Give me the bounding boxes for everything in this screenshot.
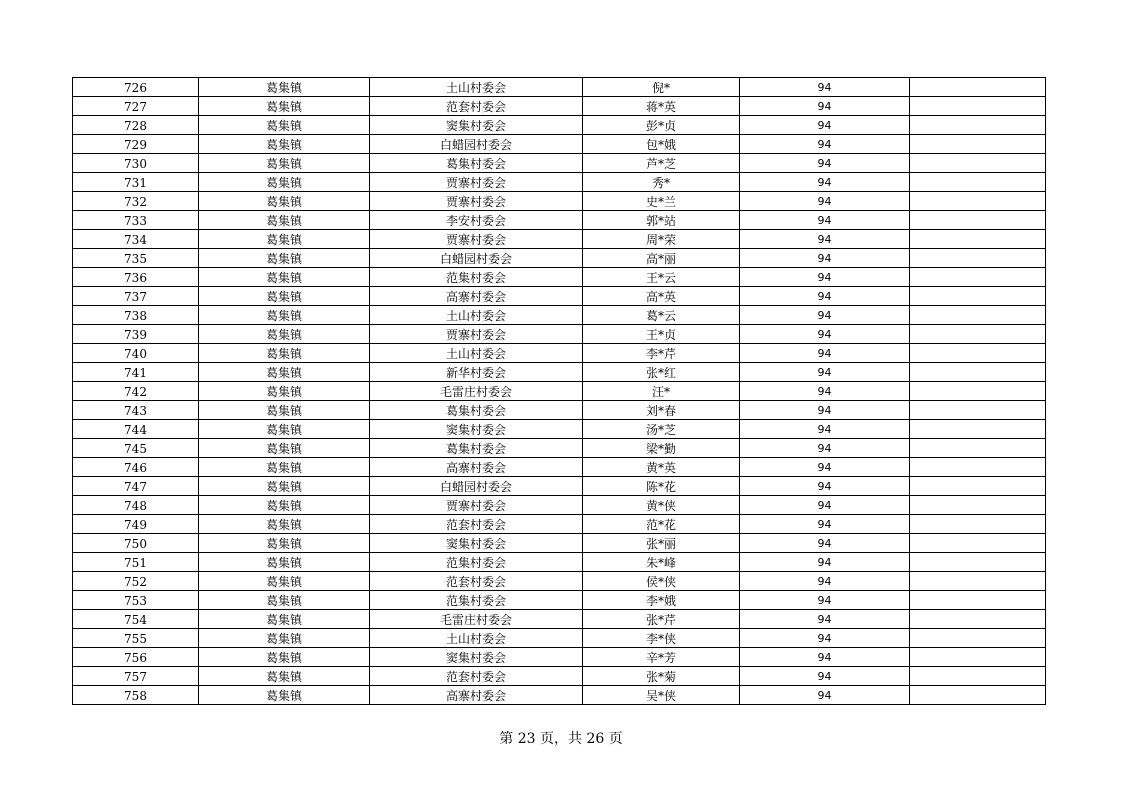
town-cell: 葛集镇 [199,401,370,420]
row-number-cell: 742 [73,382,199,401]
town-cell: 葛集镇 [199,192,370,211]
row-number-cell: 726 [73,78,199,97]
village-committee-cell: 窦集村委会 [370,534,583,553]
name-cell: 吴*侠 [583,686,740,705]
village-committee-cell: 贾寨村委会 [370,173,583,192]
amount-cell: 94 [740,496,910,515]
village-committee-cell: 范套村委会 [370,515,583,534]
row-number-cell: 732 [73,192,199,211]
town-cell: 葛集镇 [199,420,370,439]
table-row [73,173,1046,192]
town-cell: 葛集镇 [199,230,370,249]
remarks-cell [910,230,1046,249]
table-row [73,135,1046,154]
remarks-cell [910,610,1046,629]
village-committee-cell: 高寨村委会 [370,458,583,477]
village-committee-cell: 白蜡园村委会 [370,135,583,154]
name-cell: 秀* [583,173,740,192]
remarks-cell [910,591,1046,610]
town-cell: 葛集镇 [199,515,370,534]
row-number-cell: 741 [73,363,199,382]
row-number-cell: 729 [73,135,199,154]
amount-cell: 94 [740,78,910,97]
amount-cell: 94 [740,534,910,553]
remarks-cell [910,629,1046,648]
name-cell: 侯*侠 [583,572,740,591]
remarks-cell [910,287,1046,306]
name-cell: 刘*春 [583,401,740,420]
name-cell: 梁*勤 [583,439,740,458]
table-row [73,439,1046,458]
town-cell: 葛集镇 [199,572,370,591]
name-cell: 包*娥 [583,135,740,154]
name-cell: 汪* [583,382,740,401]
row-number-cell: 746 [73,458,199,477]
name-cell: 李*芹 [583,344,740,363]
village-committee-cell: 高寨村委会 [370,686,583,705]
remarks-cell [910,97,1046,116]
town-cell: 葛集镇 [199,648,370,667]
row-number-cell: 755 [73,629,199,648]
remarks-cell [910,78,1046,97]
village-committee-cell: 范套村委会 [370,97,583,116]
row-number-cell: 733 [73,211,199,230]
name-cell: 黄*英 [583,458,740,477]
town-cell: 葛集镇 [199,610,370,629]
town-cell: 葛集镇 [199,477,370,496]
town-cell: 葛集镇 [199,116,370,135]
row-number-cell: 738 [73,306,199,325]
row-number-cell: 731 [73,173,199,192]
village-committee-cell: 葛集村委会 [370,401,583,420]
village-committee-cell: 范集村委会 [370,591,583,610]
table-row [73,534,1046,553]
amount-cell: 94 [740,477,910,496]
village-committee-cell: 范集村委会 [370,268,583,287]
amount-cell: 94 [740,553,910,572]
amount-cell: 94 [740,249,910,268]
table-row [73,363,1046,382]
village-committee-cell: 贾寨村委会 [370,230,583,249]
remarks-cell [910,534,1046,553]
name-cell: 蒋*英 [583,97,740,116]
name-cell: 葛*云 [583,306,740,325]
table-row [73,572,1046,591]
table-row [73,268,1046,287]
remarks-cell [910,344,1046,363]
table-row [73,458,1046,477]
remarks-cell [910,572,1046,591]
name-cell: 黄*侠 [583,496,740,515]
town-cell: 葛集镇 [199,686,370,705]
table-row [73,78,1046,97]
village-committee-cell: 毛雷庄村委会 [370,382,583,401]
table-row [73,287,1046,306]
village-committee-cell: 贾寨村委会 [370,325,583,344]
village-committee-cell: 葛集村委会 [370,154,583,173]
row-number-cell: 740 [73,344,199,363]
table-row [73,420,1046,439]
remarks-cell [910,116,1046,135]
town-cell: 葛集镇 [199,306,370,325]
row-number-cell: 744 [73,420,199,439]
row-number-cell: 727 [73,97,199,116]
town-cell: 葛集镇 [199,382,370,401]
row-number-cell: 758 [73,686,199,705]
table-row [73,477,1046,496]
town-cell: 葛集镇 [199,496,370,515]
remarks-cell [910,496,1046,515]
remarks-cell [910,667,1046,686]
row-number-cell: 748 [73,496,199,515]
row-number-cell: 753 [73,591,199,610]
amount-cell: 94 [740,686,910,705]
town-cell: 葛集镇 [199,458,370,477]
row-number-cell: 752 [73,572,199,591]
name-cell: 范*花 [583,515,740,534]
amount-cell: 94 [740,363,910,382]
table-row [73,591,1046,610]
row-number-cell: 750 [73,534,199,553]
amount-cell: 94 [740,192,910,211]
row-number-cell: 745 [73,439,199,458]
name-cell: 倪* [583,78,740,97]
amount-cell: 94 [740,610,910,629]
village-committee-cell: 土山村委会 [370,629,583,648]
table-row [73,553,1046,572]
name-cell: 张*芹 [583,610,740,629]
amount-cell: 94 [740,667,910,686]
village-committee-cell: 范集村委会 [370,553,583,572]
village-committee-cell: 窦集村委会 [370,420,583,439]
amount-cell: 94 [740,420,910,439]
row-number-cell: 739 [73,325,199,344]
town-cell: 葛集镇 [199,211,370,230]
name-cell: 李*娥 [583,591,740,610]
remarks-cell [910,648,1046,667]
name-cell: 张*丽 [583,534,740,553]
row-number-cell: 736 [73,268,199,287]
remarks-cell [910,306,1046,325]
amount-cell: 94 [740,306,910,325]
amount-cell: 94 [740,344,910,363]
table-row [73,382,1046,401]
remarks-cell [910,211,1046,230]
remarks-cell [910,135,1046,154]
remarks-cell [910,477,1046,496]
name-cell: 李*侠 [583,629,740,648]
table-row [73,344,1046,363]
town-cell: 葛集镇 [199,325,370,344]
remarks-cell [910,439,1046,458]
amount-cell: 94 [740,135,910,154]
remarks-cell [910,458,1046,477]
village-committee-cell: 白蜡园村委会 [370,249,583,268]
roster-table-body [73,78,1046,705]
town-cell: 葛集镇 [199,97,370,116]
village-committee-cell: 贾寨村委会 [370,192,583,211]
name-cell: 朱*峰 [583,553,740,572]
town-cell: 葛集镇 [199,173,370,192]
remarks-cell [910,553,1046,572]
amount-cell: 94 [740,629,910,648]
village-committee-cell: 新华村委会 [370,363,583,382]
table-row [73,401,1046,420]
amount-cell: 94 [740,116,910,135]
page-footer: 第 23 页，共 26 页 [499,731,623,747]
village-committee-cell: 土山村委会 [370,306,583,325]
village-committee-cell: 葛集村委会 [370,439,583,458]
table-row [73,249,1046,268]
town-cell: 葛集镇 [199,249,370,268]
village-committee-cell: 窦集村委会 [370,648,583,667]
village-committee-cell: 贾寨村委会 [370,496,583,515]
row-number-cell: 747 [73,477,199,496]
amount-cell: 94 [740,591,910,610]
name-cell: 周*荣 [583,230,740,249]
table-row [73,116,1046,135]
town-cell: 葛集镇 [199,667,370,686]
row-number-cell: 756 [73,648,199,667]
town-cell: 葛集镇 [199,78,370,97]
table-row [73,97,1046,116]
amount-cell: 94 [740,325,910,344]
town-cell: 葛集镇 [199,268,370,287]
amount-cell: 94 [740,572,910,591]
remarks-cell [910,249,1046,268]
amount-cell: 94 [740,97,910,116]
village-committee-cell: 土山村委会 [370,78,583,97]
town-cell: 葛集镇 [199,629,370,648]
village-committee-cell: 土山村委会 [370,344,583,363]
amount-cell: 94 [740,173,910,192]
amount-cell: 94 [740,268,910,287]
row-number-cell: 734 [73,230,199,249]
amount-cell: 94 [740,401,910,420]
name-cell: 张*菊 [583,667,740,686]
amount-cell: 94 [740,154,910,173]
amount-cell: 94 [740,458,910,477]
town-cell: 葛集镇 [199,591,370,610]
name-cell: 芦*芝 [583,154,740,173]
name-cell: 辛*芳 [583,648,740,667]
table-row [73,325,1046,344]
table-row [73,192,1046,211]
remarks-cell [910,382,1046,401]
table-row [73,306,1046,325]
remarks-cell [910,420,1046,439]
name-cell: 王*贞 [583,325,740,344]
name-cell: 史*兰 [583,192,740,211]
table-row [73,648,1046,667]
row-number-cell: 730 [73,154,199,173]
table-row [73,211,1046,230]
town-cell: 葛集镇 [199,363,370,382]
table-row [73,496,1046,515]
table-row [73,610,1046,629]
row-number-cell: 754 [73,610,199,629]
row-number-cell: 735 [73,249,199,268]
table-row [73,515,1046,534]
remarks-cell [910,515,1046,534]
village-committee-cell: 毛雷庄村委会 [370,610,583,629]
village-committee-cell: 范套村委会 [370,667,583,686]
village-committee-cell: 窦集村委会 [370,116,583,135]
name-cell: 彭*贞 [583,116,740,135]
town-cell: 葛集镇 [199,344,370,363]
amount-cell: 94 [740,515,910,534]
village-committee-cell: 白蜡园村委会 [370,477,583,496]
amount-cell: 94 [740,211,910,230]
remarks-cell [910,325,1046,344]
row-number-cell: 749 [73,515,199,534]
town-cell: 葛集镇 [199,135,370,154]
name-cell: 郭*站 [583,211,740,230]
village-committee-cell: 李安村委会 [370,211,583,230]
town-cell: 葛集镇 [199,287,370,306]
town-cell: 葛集镇 [199,154,370,173]
amount-cell: 94 [740,648,910,667]
table-row [73,667,1046,686]
village-committee-cell: 范套村委会 [370,572,583,591]
remarks-cell [910,363,1046,382]
row-number-cell: 737 [73,287,199,306]
table-row [73,629,1046,648]
name-cell: 汤*芝 [583,420,740,439]
remarks-cell [910,401,1046,420]
remarks-cell [910,686,1046,705]
name-cell: 高*丽 [583,249,740,268]
name-cell: 王*云 [583,268,740,287]
remarks-cell [910,154,1046,173]
amount-cell: 94 [740,287,910,306]
row-number-cell: 757 [73,667,199,686]
amount-cell: 94 [740,382,910,401]
town-cell: 葛集镇 [199,439,370,458]
row-number-cell: 728 [73,116,199,135]
remarks-cell [910,173,1046,192]
name-cell: 张*红 [583,363,740,382]
amount-cell: 94 [740,439,910,458]
town-cell: 葛集镇 [199,534,370,553]
table-row [73,154,1046,173]
name-cell: 高*英 [583,287,740,306]
name-cell: 陈*花 [583,477,740,496]
remarks-cell [910,268,1046,287]
row-number-cell: 751 [73,553,199,572]
table-row [73,686,1046,705]
remarks-cell [910,192,1046,211]
amount-cell: 94 [740,230,910,249]
village-committee-cell: 高寨村委会 [370,287,583,306]
town-cell: 葛集镇 [199,553,370,572]
roster-table [72,77,1046,705]
row-number-cell: 743 [73,401,199,420]
table-row [73,230,1046,249]
